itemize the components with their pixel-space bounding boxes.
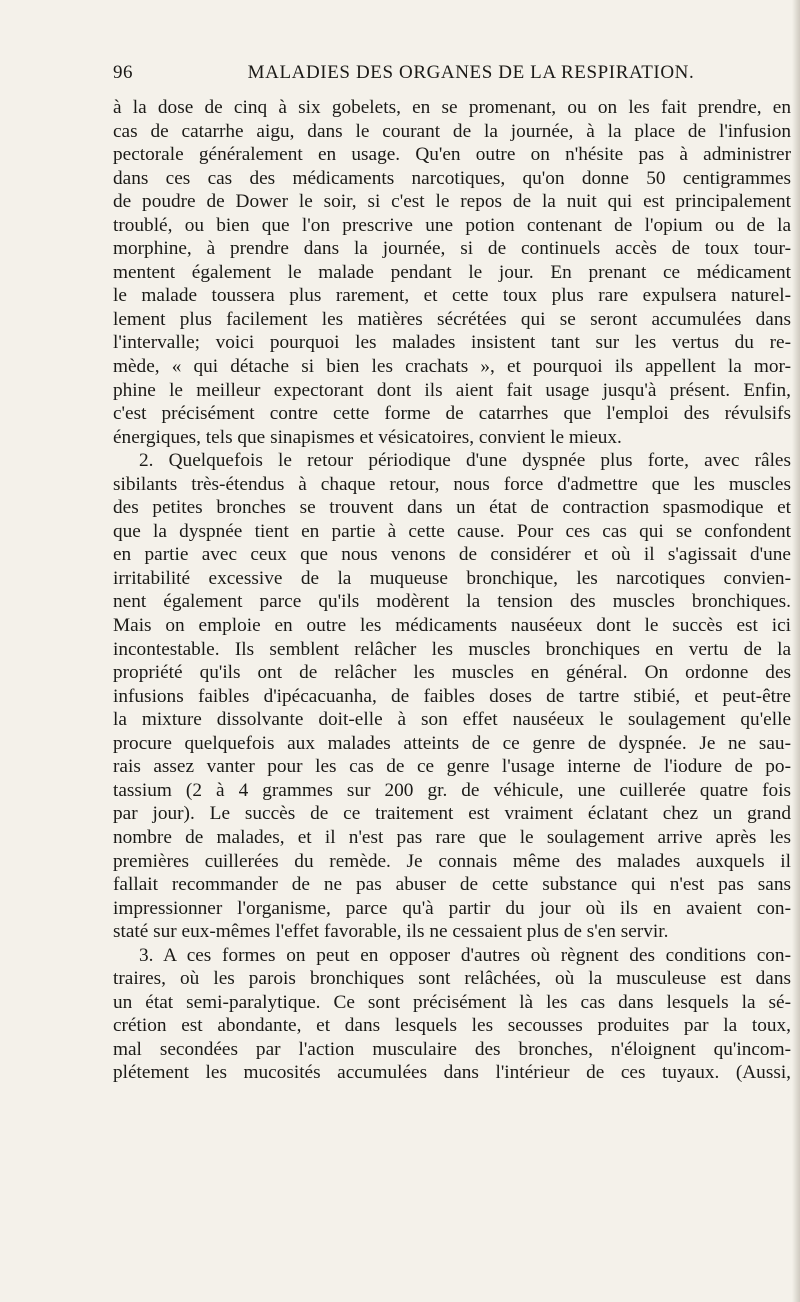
text-line: staté sur eux-mêmes l'effet favorable, ils ne cessaient plus de s'en servir. (113, 921, 669, 943)
text-line: des petites bronches se trouvent dans un état de contraction spasmodique et (113, 497, 791, 519)
text-line: cas de catarrhe aigu, dans le courant de la journée, à la place de l'infusion (113, 120, 791, 142)
text-line: incontestable. Ils semblent relâcher les muscles bronchiques en vertu de la (113, 638, 791, 660)
text-line: fallait recommander de ne pas abuser de cette substance qui n'est pas sans (113, 874, 791, 896)
page-number: 96 (113, 62, 133, 83)
text-line: crétion est abondante, et dans lesquels les secousses produites par la toux, (113, 1015, 791, 1037)
text-line: plétement les mucosités accumulées dans l'intérieur de ces tuyaux. (Aussi, (113, 1062, 791, 1084)
text-line: tassium (2 à 4 grammes sur 200 gr. de véhicule, une cuillerée quatre fois (113, 779, 791, 801)
text-line: énergiques, tels que sinapismes et vésicatoires, convient le mieux. (113, 426, 622, 448)
text-line: infusions faibles d'ipécacuanha, de faibles doses de tartre stibié, et peut-être (113, 685, 791, 707)
text-line: un état semi-paralytique. Ce sont précisément là les cas dans lesquels la sé- (113, 991, 791, 1013)
text-line: nent également parce qu'ils modèrent la tension des muscles bronchiques. (113, 591, 791, 613)
text-line: traires, où les parois bronchiques sont relâchées, où la musculeuse est dans (113, 968, 791, 990)
text-line: phine le meilleur expectorant dont ils aient fait usage jusqu'à présent. Enfin, (113, 379, 791, 401)
text-line: c'est précisément contre cette forme de catarrhes que l'emploi des révulsifs (113, 403, 791, 425)
body-text (113, 96, 791, 1085)
running-title: MALADIES DES ORGANES DE LA RESPIRATION. (247, 62, 695, 83)
text-line: sibilants très-étendus à chaque retour, nous force d'admettre que les muscles (113, 473, 791, 495)
paragraph-3-start: 3. A ces formes on peut en opposer d'autres où règnent des conditions con- (139, 944, 791, 966)
text-line: que la dyspnée tient en partie à cette cause. Pour ces cas qui se confondent (113, 520, 791, 542)
text-line: morphine, à prendre dans la journée, si de continuels accès de toux tour- (113, 238, 791, 260)
text-line: propriété qu'ils ont de relâcher les muscles en général. On ordonne des (113, 662, 791, 684)
page-edge-shadow (792, 0, 800, 1302)
page-header (113, 62, 793, 92)
text-line: pectorale généralement en usage. Qu'en outre on n'hésite pas à administrer (113, 144, 791, 166)
text-line: le malade toussera plus rarement, et cette toux plus rare expulsera naturel- (113, 285, 791, 307)
text-line: dans ces cas des médicaments narcotiques, qu'on donne 50 centigrammes (113, 167, 791, 189)
text-line: rais assez vanter pour les cas de ce genre l'usage interne de l'iodure de po- (113, 756, 791, 778)
text-line: la mixture dissolvante doit-elle à son effet nauséeux le soulagement qu'elle (113, 709, 791, 731)
text-line: mentent également le malade pendant le jour. En prenant ce médicament (113, 261, 791, 283)
text-line: en partie avec ceux que nous venons de considérer et où il s'agissait d'une (113, 544, 791, 566)
text-line: mal secondées par l'action musculaire des bronches, n'éloignent qu'incom- (113, 1038, 791, 1060)
text-line: Mais on emploie en outre les médicaments nauséeux dont le succès est ici (113, 615, 791, 637)
text-line: premières cuillerées du remède. Je connais même des malades auxquels il (113, 850, 791, 872)
text-line: impressionner l'organisme, parce qu'à partir du jour où ils en avaient con- (113, 897, 791, 919)
text-line: à la dose de cinq à six gobelets, en se promenant, ou on les fait prendre, en (113, 97, 791, 118)
text-line: irritabilité excessive de la muqueuse bronchique, les narcotiques convien- (113, 567, 791, 589)
text-line: nombre de malades, et il n'est pas rare que le soulagement arrive après les (113, 826, 791, 848)
paragraph-2-start: 2. Quelquefois le retour périodique d'une dyspnée plus forte, avec râles (139, 450, 791, 472)
text-line: troublé, ou bien que l'on prescrive une potion contenant de l'opium ou de la (113, 214, 791, 236)
text-line: procure quelquefois aux malades atteints de ce genre de dyspnée. Je ne sau- (113, 732, 791, 754)
text-line: de poudre de Dower le soir, si c'est le repos de la nuit qui est principalement (113, 191, 791, 213)
text-line: mède, « qui détache si bien les crachats », et pourquoi ils appellent la mor- (113, 356, 791, 378)
text-line: l'intervalle; voici pourquoi les malades insistent tant sur les vertus du re- (113, 332, 791, 354)
text-line: lement plus facilement les matières sécrétées qui se seront accumulées dans (113, 308, 791, 330)
text-line: par jour). Le succès de ce traitement est vraiment éclatant chez un grand (113, 803, 791, 825)
